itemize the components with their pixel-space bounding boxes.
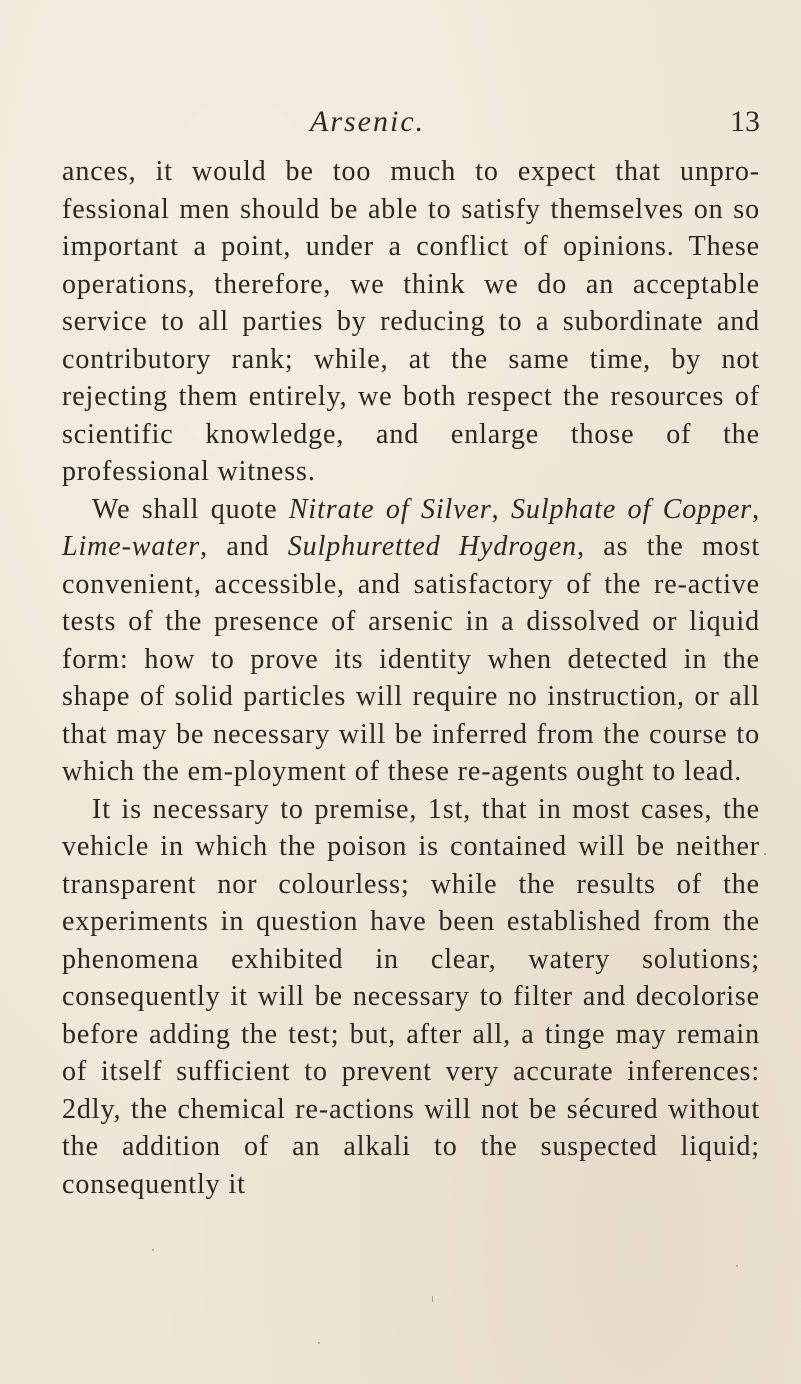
- running-head: [60, 102, 760, 142]
- reagent-sulphuretted-hydrogen: Sulphuretted Hydrogen: [287, 531, 578, 562]
- reagent-sulphate-of-copper: Sulphate of Copper: [511, 493, 753, 525]
- reagent-nitrate-of-silver: Nitrate of Silver: [288, 493, 492, 525]
- paragraph-2-text: , as the most convenient, accessible, and satisfactory of the re-active tests of the presence of arsenic in a dissolved or liquid form: how to prove its identity when detected in the shape of solid particles will require no instruction, or all that may be necessary will be inferred from the course to which the em-ployment of these re-agents ought to lead.: [62, 531, 761, 787]
- paper-speck: [764, 853, 766, 855]
- page-number: 13: [730, 105, 760, 138]
- reagent-lime-water: Lime-water: [62, 531, 201, 562]
- paragraph-3-text: It is necessary to premise, 1st, that in most cases, the vehicle in which the poison is contained will be neither transparent nor colourless; while the results of the experiments in question have been established from the phenomena exhibited in clear, watery solutions; consequently it will be necessary to filter and decolorise before adding the test; but, after all, a tinge may remain of itself sufficient to prevent very accurate inferences: 2dly, the chemical re-actions will not be sécured without the addition of an alkali to the suspected liquid; consequently it: [62, 793, 760, 1200]
- body-text: [62, 153, 760, 1203]
- paragraph-2-text: ,: [491, 493, 512, 525]
- paper-speck: [736, 1265, 738, 1267]
- paragraph-2-text: , and: [200, 531, 288, 562]
- paper-speck: [318, 1342, 320, 1344]
- paragraph-3: [62, 791, 760, 1204]
- paragraph-2-text: We shall quote: [92, 493, 289, 525]
- paragraph-1: [62, 153, 760, 491]
- paragraph-2: [62, 491, 760, 791]
- paper-speck: [152, 1249, 154, 1251]
- paragraph-1-text: ances, it would be too much to expect that unpro-fessional men should be able to satisfy themselves on so important a point, under a conflict of opinions. These operations, therefore, we think we do an acceptable service to all parties by reducing to a subordinate and contributory rank; while, at the same time, by not rejecting them entirely, we both respect the resources of scientific knowledge, and enlarge those of the professional witness.: [62, 156, 760, 487]
- running-title: Arsenic.: [310, 105, 426, 138]
- paragraph-2-text: ,: [752, 493, 760, 525]
- paper-speck: [432, 1296, 433, 1302]
